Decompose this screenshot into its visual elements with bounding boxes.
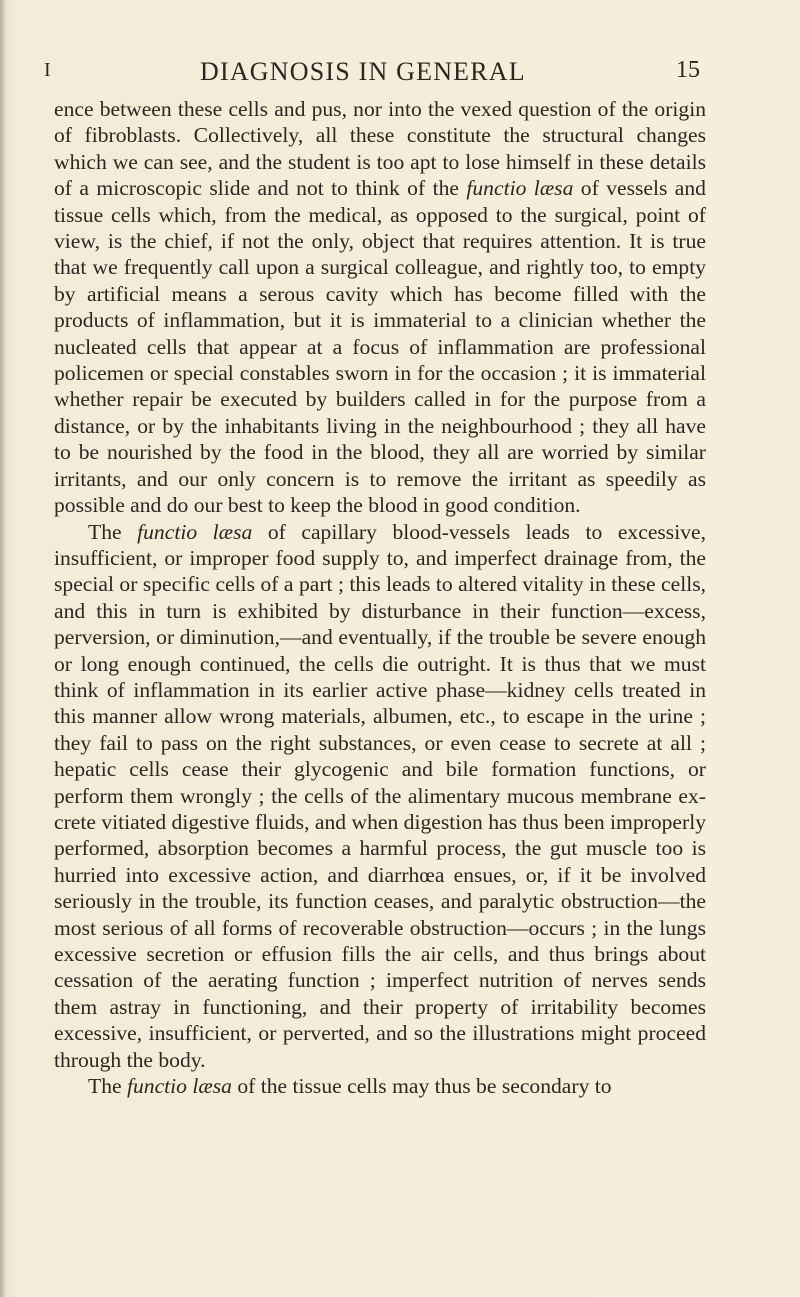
- text-run: The: [88, 1074, 127, 1099]
- binding-gutter-shadow: [0, 0, 6, 1297]
- text-run: of vessels and tissue cells which, from the medical, as opposed to the surgical, point of view, is the chief, if not the only, object that requires attention. It is true that we frequently call upon a surgical colleague, and rightly too, to empty by artificial means a serous cavity which has become filled with the products of inflammation, but it is immaterial to a clinician whether the nucleated cells that appear at a focus of inflammation are professional policemen or special constables sworn in for the occasion ; it is immaterial whether repair be executed by builders called in for the purpose from a distance, or by the inhabitants living in the neighbourhood ; they all have to be nourished by the food in the blood, they all are worried by similar irritants, and our only concern is to remove the irritant as speedily as possible and do our best to keep the blood in good condition.: [54, 176, 706, 518]
- latin-term: functio læsa: [126, 1074, 232, 1099]
- section-numeral: I: [44, 59, 52, 81]
- text-run: ence between these cells and pus, nor into the vexed question of the origin of fibroblasts. Collectively, all these constitute the structural changes which we can see, and the student is too apt to lose himself in these details of a microscopic slide and not to think of the: [54, 97, 706, 201]
- running-head: [0, 47, 800, 87]
- text-run: The: [88, 519, 138, 544]
- running-head-title: DIAGNOSIS IN GENERAL: [200, 57, 526, 86]
- text-run: of capillary blood-vessels leads to excessive, insufficient, or improper food supply to, and imperfect drainage from, the special or specific cells of a part ; this leads to altered vitality in these cells, and this in turn is exhibited by disturbance in their function—excess, perversion, or diminution,—and eventually, if the trouble be severe enough or long enough continued, the cells die outright. It is thus that we must think of inflammation in its earlier active phase—kidney cells treated in this manner allow wrong materials, albumen, etc., to escape in the urine ; they fail to pass on the right substances, or even cease to secrete at all ; hepatic cells cease their glycogenic and bile formation functions, or perform them wrongly ; the cells of the alimentary mucous membrane excrete vitiated digestive fluids, and when digestion has thus been improperly performed, absorption becomes a harmful process, the gut muscle too is hurried into excessive action, and diarrhœa ensues, or, if it be involved seriously in the trouble, its function ceases, and paralytic obstruction—the most serious of all forms of recoverable obstruction—occurs ; in the lungs excessive secretion or effusion fills the air cells, and thus brings about cessation of the aerating function ; imperfect nutrition of nerves sends them astray in functioning, and their property of irritability becomes excessive, insufficient, or perverted, and so the illustrations might proceed through the body.: [54, 519, 706, 1072]
- latin-term: functio læsa: [137, 519, 253, 544]
- paragraph-3: [54, 1073, 706, 1099]
- paragraph-1: [54, 96, 706, 519]
- page-number: 15: [676, 57, 700, 83]
- body-text: [54, 96, 706, 1099]
- latin-term: functio læsa: [466, 176, 574, 201]
- paragraph-2: [54, 519, 706, 1074]
- text-run: of the tissue cells may thus be secondary to: [231, 1074, 612, 1099]
